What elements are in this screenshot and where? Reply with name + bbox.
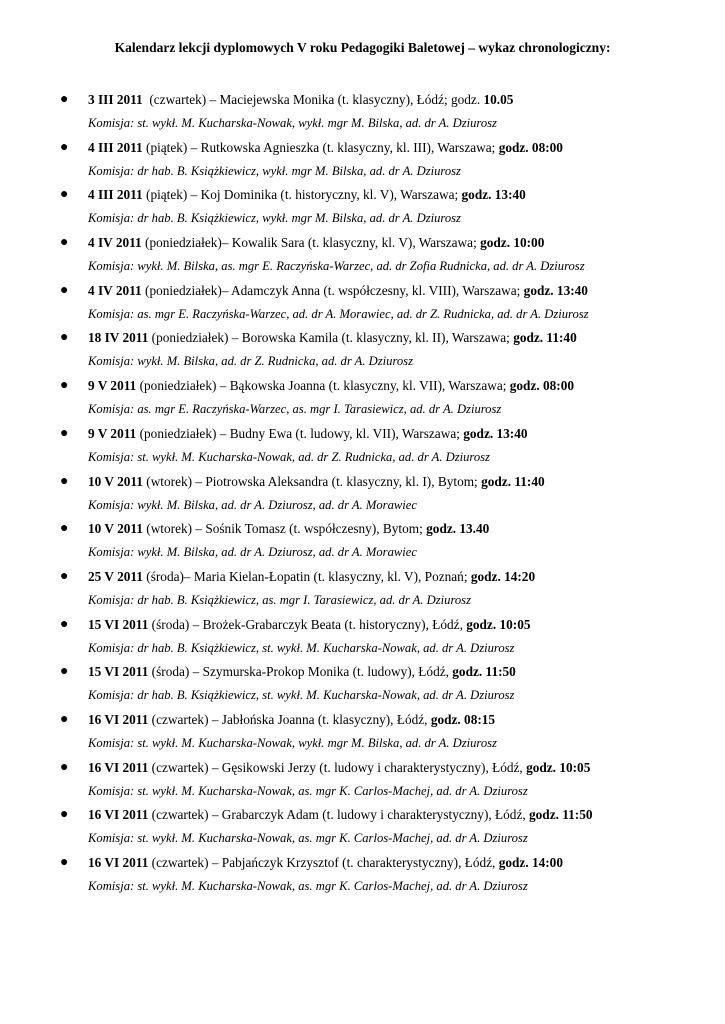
bullet-icon: ● xyxy=(60,187,69,203)
entry-time: godz. 14:20 xyxy=(470,568,536,584)
list-item xyxy=(60,88,710,136)
entry-time: godz. 13:40 xyxy=(463,425,528,441)
list-item xyxy=(60,136,710,184)
list-item xyxy=(60,422,710,470)
list-item xyxy=(60,851,710,899)
entry-commission: Komisja: dr hab. B. Książkiewicz, as. mgr I. Tarasiewicz, ad. dr A. Dziurosz xyxy=(88,592,471,607)
entry-info: (środa) – Szymurska-Prokop Monika (t. ludowy), Łódź, xyxy=(148,664,453,680)
list-item xyxy=(60,326,710,374)
bullet-icon: ● xyxy=(60,711,69,727)
list-item xyxy=(60,565,710,613)
bullet-icon: ● xyxy=(60,616,69,632)
entry-time: godz. 13:40 xyxy=(523,282,588,298)
entry-line xyxy=(60,756,710,780)
bullet-icon: ● xyxy=(60,568,69,584)
entry-line xyxy=(60,565,710,589)
entry-commission: Komisja: st. wykł. M. Kucharska-Nowak, as. mgr K. Carlos-Machej, ad. dr A. Dziurosz xyxy=(88,783,528,798)
bullet-icon: ● xyxy=(60,473,69,489)
entry-line xyxy=(60,279,710,303)
list-item xyxy=(60,183,710,231)
bullet-icon: ● xyxy=(60,330,69,346)
entry-date: 15 VI 2011 xyxy=(88,664,149,680)
entry-time: godz. 10:05 xyxy=(466,616,531,632)
entry-info: (czwartek) – Maciejewska Monika (t. klasyczny), Łódź; godz. xyxy=(142,92,484,107)
entry-info: (środa) – Brożek-Grabarczyk Beata (t. historyczny), Łódź, xyxy=(148,616,467,632)
entry-line xyxy=(60,803,710,827)
entry-info: (czwartek) – Jabłońska Joanna (t. klasyczny), Łódź, xyxy=(148,711,431,727)
entry-line xyxy=(60,708,710,732)
entry-time: godz. 14:00 xyxy=(498,855,563,870)
entry-date: 10 V 2011 xyxy=(88,473,143,489)
entry-commission: Komisja: st. wykł. M. Kucharska-Nowak, wykł. mgr M. Bilska, ad. dr A. Dziurosz xyxy=(88,116,497,130)
entry-time: godz. 10:00 xyxy=(480,235,545,251)
bullet-icon: ● xyxy=(60,282,69,298)
entry-time: godz. 08:00 xyxy=(509,378,575,394)
entry-time: godz. 11:40 xyxy=(513,330,577,346)
entry-commission: Komisja: wykł. M. Bilska, ad. dr Z. Rudnicka, ad. dr A. Dziurosz xyxy=(88,354,413,369)
bullet-icon: ● xyxy=(60,235,69,251)
entry-time: 10.05 xyxy=(483,92,514,107)
entry-line xyxy=(60,613,710,637)
list-item xyxy=(60,756,710,804)
entry-date: 3 III 2011 xyxy=(88,92,143,107)
entry-time: godz. 13:40 xyxy=(461,187,526,203)
list-item xyxy=(60,613,710,661)
entry-info: (czwartek) – Gęsikowski Jerzy (t. ludowy i charakterystyczny), Łódź, xyxy=(148,759,527,775)
list-item xyxy=(60,660,710,708)
entry-info: (czwartek) – Grabarczyk Adam (t. ludowy i charakterystyczny), Łódź, xyxy=(148,807,529,823)
entry-commission: Komisja: st. wykł. M. Kucharska-Nowak, as. mgr K. Carlos-Machej, ad. dr A. Dziurosz xyxy=(88,879,528,893)
entry-date: 9 V 2011 xyxy=(88,378,137,394)
entry-commission: Komisja: as. mgr E. Raczyńska-Warzec, as. mgr I. Tarasiewicz, ad. dr A. Dziurosz xyxy=(88,402,502,417)
list-item xyxy=(60,279,710,327)
entry-line xyxy=(60,422,710,446)
entry-date: 16 VI 2011 xyxy=(88,807,149,823)
entry-line xyxy=(60,231,710,255)
entry-time: godz. 13.40 xyxy=(426,521,490,537)
list-item xyxy=(60,803,710,851)
list-item xyxy=(60,517,710,565)
bullet-icon: ● xyxy=(60,664,69,680)
entry-date: 9 V 2011 xyxy=(88,425,137,441)
entry-date: 25 V 2011 xyxy=(88,568,143,584)
bullet-icon: ● xyxy=(60,855,69,870)
entry-line xyxy=(60,374,710,398)
entry-commission: Komisja: wykł. M. Bilska, ad. dr A. Dziurosz, ad. dr A. Morawiec xyxy=(88,545,417,560)
entry-info: (poniedziałek) – Budny Ewa (t. ludowy, kl. VII), Warszawa; xyxy=(136,425,464,441)
list-item xyxy=(60,231,710,279)
entry-line xyxy=(60,517,710,541)
list-item xyxy=(60,708,710,756)
entry-time: godz. 08:15 xyxy=(430,711,496,727)
entry-date: 4 III 2011 xyxy=(88,187,143,203)
entry-line xyxy=(60,136,710,160)
entry-line xyxy=(60,851,710,875)
entry-time: godz. 10:05 xyxy=(526,759,591,775)
entry-line xyxy=(60,326,710,350)
entry-date: 18 IV 2011 xyxy=(88,330,149,346)
entry-commission: Komisja: dr hab. B. Książkiewicz, st. wykł. M. Kucharska-Nowak, ad. dr A. Dziurosz xyxy=(88,688,515,703)
entry-commission: Komisja: dr hab. B. Książkiewicz, wykł. mgr M. Bilska, ad. dr A. Dziurosz xyxy=(88,211,461,226)
entry-info: (czwartek) – Pabjańczyk Krzysztof (t. charakterystyczny), Łódź, xyxy=(148,855,499,870)
entry-commission: Komisja: st. wykł. M. Kucharska-Nowak, wykł. mgr M. Bilska, ad. dr A. Dziurosz xyxy=(88,735,497,750)
entry-date: 4 IV 2011 xyxy=(88,235,142,251)
entry-info: (środa)– Maria Kielan-Łopatin (t. klasyczny, kl. V), Poznań; xyxy=(142,568,471,584)
entry-time: godz. 11:40 xyxy=(481,473,545,489)
entry-date: 10 V 2011 xyxy=(88,521,143,537)
entry-line xyxy=(60,183,710,207)
entry-date: 16 VI 2011 xyxy=(88,855,149,870)
bullet-icon: ● xyxy=(60,425,69,441)
bullet-icon: ● xyxy=(60,759,69,775)
bullet-icon: ● xyxy=(60,807,69,823)
list-item xyxy=(60,470,710,518)
entry-date: 16 VI 2011 xyxy=(88,711,149,727)
bullet-icon: ● xyxy=(60,378,69,394)
bullet-icon: ● xyxy=(60,521,69,537)
entry-date: 4 IV 2011 xyxy=(88,282,142,298)
entry-info: (poniedziałek)– Kowalik Sara (t. klasyczny, kl. V), Warszawa; xyxy=(141,235,481,251)
entry-commission: Komisja: wykł. M. Bilska, ad. dr A. Dziurosz, ad. dr A. Morawiec xyxy=(88,497,417,512)
entry-info: (piątek) – Rutkowska Agnieszka (t. klasyczny, kl. III), Warszawa; xyxy=(142,139,499,155)
entry-date: 4 III 2011 xyxy=(88,139,143,155)
entry-line xyxy=(60,470,710,494)
lesson-list xyxy=(60,88,710,899)
entry-time: godz. 08:00 xyxy=(498,139,563,155)
list-item xyxy=(60,374,710,422)
entry-commission: Komisja: wykł. M. Bilska, as. mgr E. Raczyńska-Warzec, ad. dr Zofia Rudnicka, ad. dr A. Dziurosz xyxy=(88,259,585,274)
entry-commission: Komisja: st. wykł. M. Kucharska-Nowak, ad. dr Z. Rudnicka, ad. dr A. Dziurosz xyxy=(88,449,490,464)
document-title: Kalendarz lekcji dyplomowych V roku Pedagogiki Baletowej – wykaz chronologiczny: xyxy=(114,40,611,55)
entry-time: godz. 11:50 xyxy=(529,807,593,823)
entry-line xyxy=(60,660,710,684)
entry-info: (poniedziałek)– Adamczyk Anna (t. współczesny, kl. VIII), Warszawa; xyxy=(141,282,524,298)
entry-info: (piątek) – Koj Dominika (t. historyczny, kl. V), Warszawa; xyxy=(142,187,462,203)
entry-date: 16 VI 2011 xyxy=(88,759,149,775)
entry-commission: Komisja: as. mgr E. Raczyńska-Warzec, ad. dr A. Morawiec, ad. dr Z. Rudnicka, ad. dr A. Dziurosz xyxy=(88,306,589,321)
entry-time: godz. 11:50 xyxy=(452,664,516,680)
entry-commission: Komisja: dr hab. B. Książkiewicz, st. wykł. M. Kucharska-Nowak, ad. dr A. Dziurosz xyxy=(88,640,515,655)
entry-line xyxy=(60,88,710,112)
entry-info: (wtorek) – Sośnik Tomasz (t. współczesny), Bytom; xyxy=(142,521,427,537)
bullet-icon: ● xyxy=(60,92,69,107)
entry-commission: Komisja: dr hab. B. Książkiewicz, wykł. mgr M. Bilska, ad. dr A. Dziurosz xyxy=(88,163,461,178)
entry-commission: Komisja: st. wykł. M. Kucharska-Nowak, as. mgr K. Carlos-Machej, ad. dr A. Dziurosz xyxy=(88,831,528,846)
entry-date: 15 VI 2011 xyxy=(88,616,149,632)
entry-info: (poniedziałek) – Bąkowska Joanna (t. klasyczny, kl. VII), Warszawa; xyxy=(136,378,510,394)
entry-info: (poniedziałek) – Borowska Kamila (t. klasyczny, kl. II), Warszawa; xyxy=(148,330,514,346)
entry-info: (wtorek) – Piotrowska Aleksandra (t. klasyczny, kl. I), Bytom; xyxy=(142,473,482,489)
bullet-icon: ● xyxy=(60,139,69,155)
